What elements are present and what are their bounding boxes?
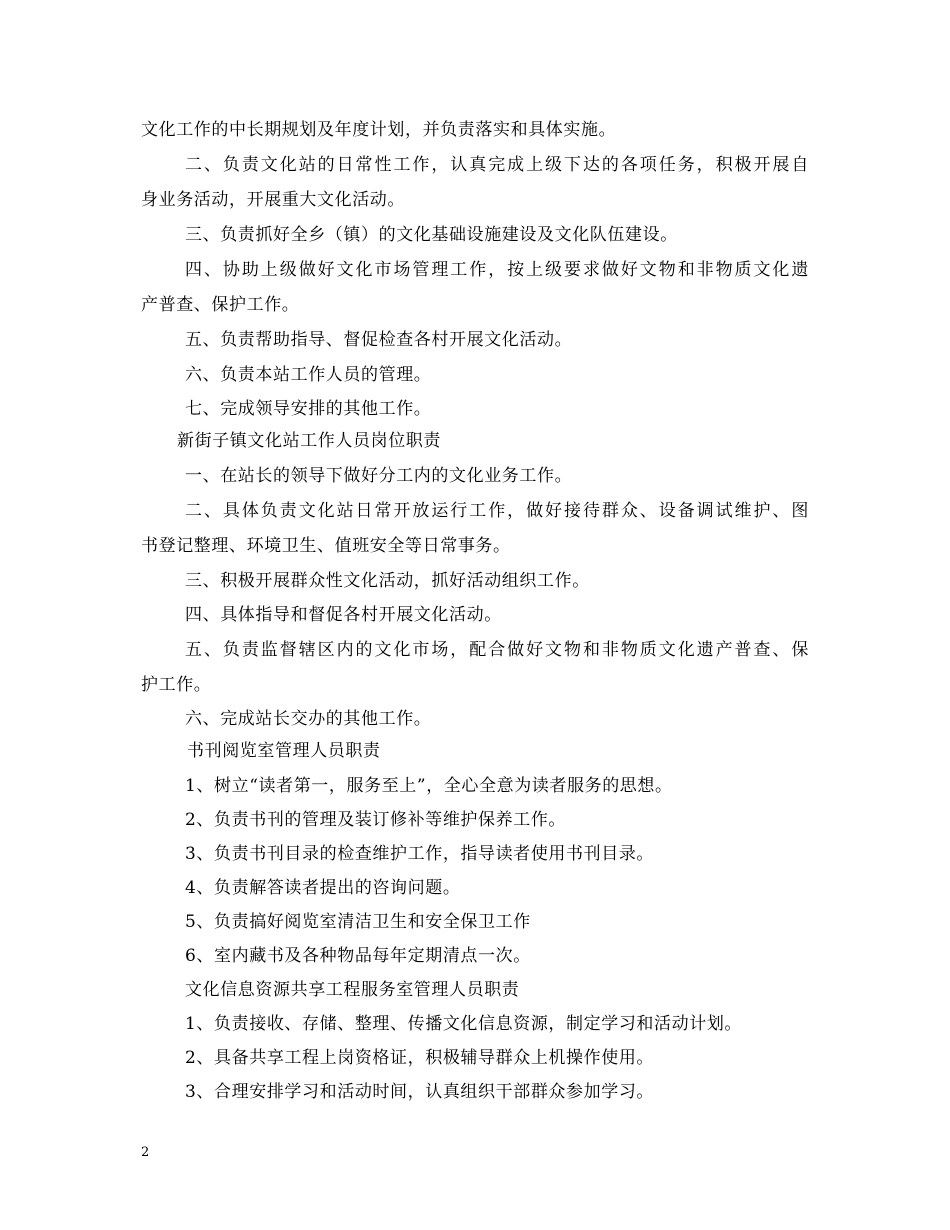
text-line: 1、树立“读者第一，服务至上”，全心全意为读者服务的思想。 <box>185 776 673 796</box>
text-line: 3、负责书刊目录的检查维护工作，指导读者使用书刊目录。 <box>185 844 655 864</box>
text-line: 文化工作的中长期规划及年度计划，并负责落实和具体实施。 <box>141 120 617 140</box>
text-line: 六、负责本站工作人员的管理。 <box>185 365 432 385</box>
section-heading: 新街子镇文化站工作人员岗位职责 <box>177 431 441 451</box>
text-line: 1、负责接收、存储、整理、传播文化信息资源，制定学习和活动计划。 <box>185 1014 743 1034</box>
text-line: 3、合理安排学习和活动时间，认真组织干部群众参加学习。 <box>185 1082 655 1102</box>
section-heading: 文化信息资源共享工程服务室管理人员职责 <box>185 980 520 1000</box>
text-line: 四、具体指导和督促各村开展文化活动。 <box>185 605 502 625</box>
text-line: 六、完成站长交办的其他工作。 <box>185 709 432 729</box>
text-line: 五、负责帮助指导、督促检查各村开展文化活动。 <box>185 330 573 350</box>
text-line: 三、负责抓好全乡（镇）的文化基础设施建设及文化队伍建设。 <box>185 225 678 245</box>
text-line: 6、室内藏书及各种物品每年定期清点一次。 <box>185 946 531 966</box>
text-line: 七、完成领导安排的其他工作。 <box>185 399 432 419</box>
text-line: 二、具体负责文化站日常开放运行工作，做好接待群众、设备调试维护、图 <box>185 501 809 521</box>
text-line: 2、负责书刊的管理及装订修补等维护保养工作。 <box>185 810 567 830</box>
text-line: 5、负责搞好阅览室清洁卫生和安全保卫工作 <box>185 912 531 932</box>
text-line: 五、负责监督辖区内的文化市场，配合做好文物和非物质文化遗产普查、保 <box>185 640 809 660</box>
text-line: 一、在站长的领导下做好分工内的文化业务工作。 <box>185 466 573 486</box>
text-line: 产普查、保护工作。 <box>141 295 300 315</box>
text-line: 4、负责解答读者提出的咨询问题。 <box>185 878 461 898</box>
section-heading: 书刊阅览室管理人员职责 <box>187 741 381 761</box>
text-line: 护工作。 <box>141 675 212 695</box>
text-line: 二、负责文化站的日常性工作，认真完成上级下达的各项任务，积极开展自 <box>185 155 809 175</box>
text-line: 书登记整理、环境卫生、值班安全等日常事务。 <box>141 536 511 556</box>
text-line: 2、具备共享工程上岗资格证，积极辅导群众上机操作使用。 <box>185 1048 655 1068</box>
text-line: 身业务活动，开展重大文化活动。 <box>141 190 405 210</box>
text-line: 三、积极开展群众性文化活动，抓好活动组织工作。 <box>185 571 590 591</box>
page-number: 2 <box>141 1145 150 1160</box>
text-line: 四、协助上级做好文化市场管理工作，按上级要求做好文物和非物质文化遗 <box>185 260 809 280</box>
